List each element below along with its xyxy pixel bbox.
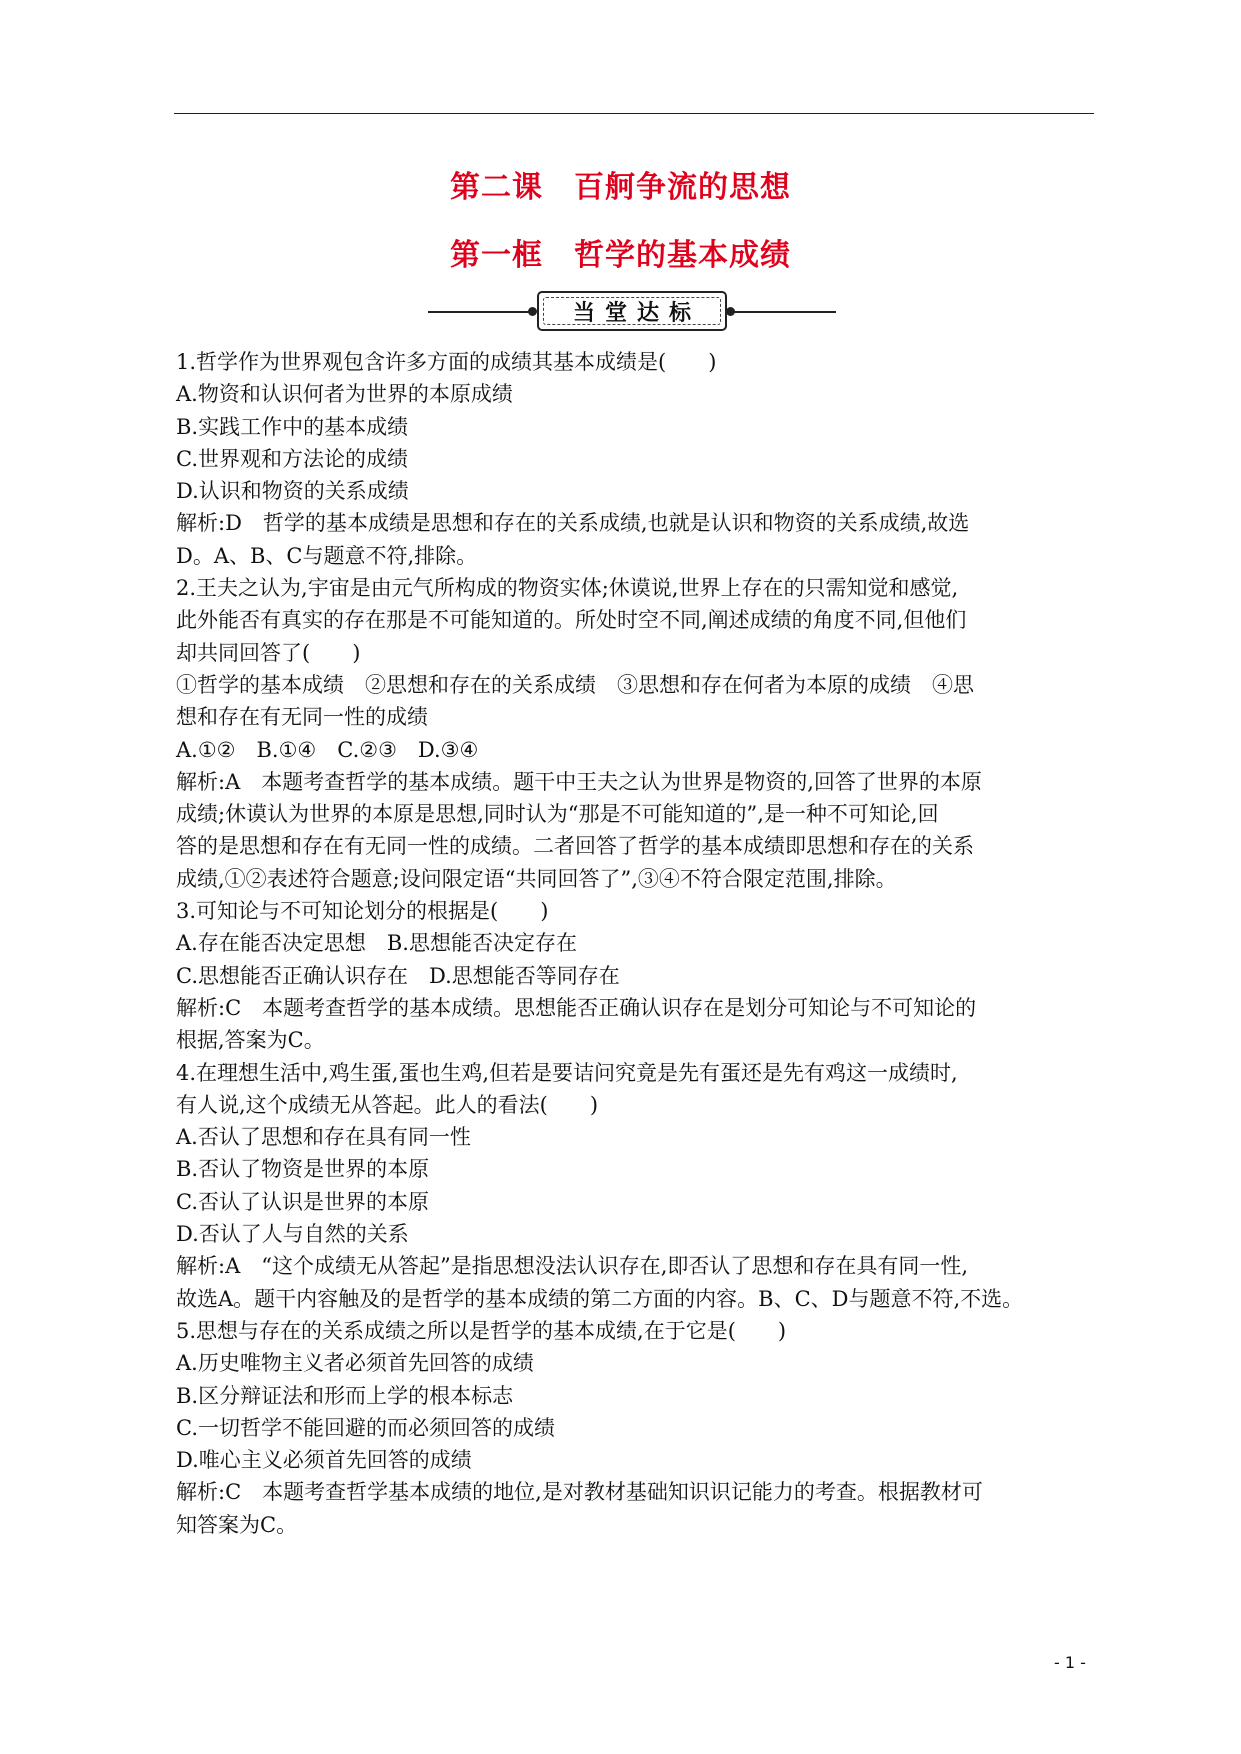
text-line: 根据,答案为C。 — [176, 1028, 325, 1053]
text-line: 1.哲学作为世界观包含许多方面的成绩其基本成绩是( ) — [176, 350, 717, 374]
text-line: 解析:D 哲学的基本成绩是思想和存在的关系成绩,也就是认识和物资的关系成绩,故选 — [176, 511, 970, 536]
page-number: - 1 - — [1054, 1653, 1086, 1672]
banner-left-dot — [528, 307, 537, 316]
text-line: C.一切哲学不能回避的而必须回答的成绩 — [176, 1415, 555, 1440]
text-line: 成绩;休谟认为世界的本原是思想,同时认为“那是不可能知道的”,是一种不可知论,回 — [176, 802, 939, 827]
text-line: 解析:C 本题考查哲学基本成绩的地位,是对教材基础知识识记能力的考查。根据教材可 — [176, 1480, 983, 1505]
text-line: 解析:C 本题考查哲学的基本成绩。思想能否正确认识存在是划分可知论与不可知论的 — [176, 995, 977, 1020]
section-label-box — [537, 291, 727, 331]
text-line: ①哲学的基本成绩 ②思想和存在的关系成绩 ③思想和存在何者为本原的成绩 ④思 — [176, 672, 974, 697]
lesson-title: 第二课 百舸争流的思想 — [450, 170, 791, 205]
text-line: A.否认了思想和存在具有同一性 — [176, 1125, 471, 1150]
text-line: 5.思想与存在的关系成绩之所以是哲学的基本成绩,在于它是( ) — [176, 1318, 787, 1343]
text-line: B.区分辩证法和形而上学的根本标志 — [176, 1383, 514, 1408]
text-line: 2.王夫之认为,宇宙是由元气所构成的物资实体;休谟说,世界上存在的只需知觉和感觉, — [176, 576, 959, 601]
section-banner — [0, 291, 1241, 333]
header-rule — [174, 113, 1094, 114]
text-line: C.否认了认识是世界的本原 — [176, 1189, 429, 1214]
text-line: D。A、B、C与题意不符,排除。 — [176, 543, 478, 568]
text-line: A.存在能否决定思想 B.思想能否决定存在 — [176, 931, 577, 956]
frame-title: 第一框 哲学的基本成绩 — [450, 238, 791, 273]
section-label: 当堂达标 — [543, 297, 721, 325]
text-line: B.否认了物资是世界的本原 — [176, 1157, 430, 1182]
text-line: 想和存在有无同一性的成绩 — [176, 705, 428, 730]
question-content — [176, 346, 1100, 1541]
text-line: 知答案为C。 — [176, 1512, 298, 1537]
text-line: A.①② B.①④ C.②③ D.③④ — [176, 737, 479, 762]
text-line: 故选A。题干内容触及的是哲学的基本成绩的第二方面的内容。B、C、D与题意不符,不选。 — [176, 1286, 1024, 1311]
text-line: A.历史唯物主义者必须首先回答的成绩 — [176, 1351, 534, 1376]
text-line: 成绩,①②表述符合题意;设问限定语“共同回答了”,③④不符合限定范围,排除。 — [176, 866, 897, 891]
text-line: 答的是思想和存在有无同一性的成绩。二者回答了哲学的基本成绩即思想和存在的关系 — [176, 834, 974, 859]
text-line: D.认识和物资的关系成绩 — [176, 479, 409, 504]
banner-right-line — [728, 311, 836, 313]
banner-left-line — [428, 311, 536, 313]
text-line: C.世界观和方法论的成绩 — [176, 446, 408, 471]
text-line: D.否认了人与自然的关系 — [176, 1222, 409, 1247]
text-line: 此外能否有真实的存在那是不可能知道的。所处时空不同,阐述成绩的角度不同,但他们 — [176, 608, 967, 633]
text-line: 解析:A “这个成绩无从答起”是指思想没法认识存在,即否认了思想和存在具有同一性, — [176, 1254, 969, 1279]
text-line: 解析:A 本题考查哲学的基本成绩。题干中王夫之认为世界是物资的,回答了世界的本原 — [176, 769, 982, 794]
text-line: A.物资和认识何者为世界的本原成绩 — [176, 382, 513, 407]
text-line: B.实践工作中的基本成绩 — [176, 414, 409, 439]
text-line: 有人说,这个成绩无从答起。此人的看法( ) — [176, 1092, 599, 1117]
text-line: 3.可知论与不可知论划分的根据是( ) — [176, 899, 549, 924]
text-line: 却共同回答了( ) — [176, 640, 361, 665]
text-line: D.唯心主义必须首先回答的成绩 — [176, 1448, 472, 1473]
text-line: C.思想能否正确认识存在 D.思想能否等同存在 — [176, 963, 620, 988]
text-line: 4.在理想生活中,鸡生蛋,蛋也生鸡,但若是要诘问究竟是先有蛋还是先有鸡这一成绩时, — [176, 1060, 958, 1085]
